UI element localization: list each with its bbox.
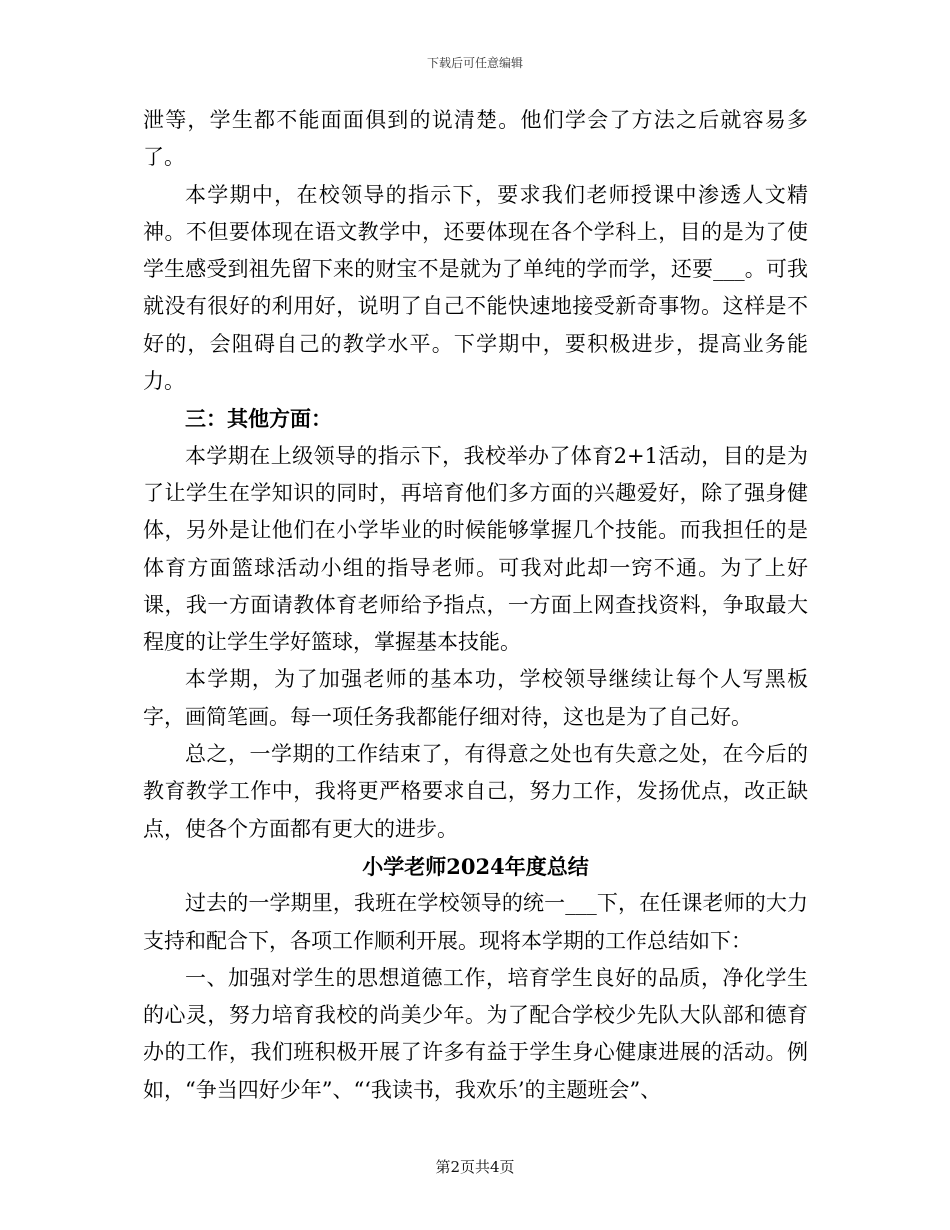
document-body xyxy=(143,102,808,1109)
document-title: 小学老师2024年度总结 xyxy=(362,853,589,879)
paragraph-moral-education: 一、加强对学生的思想道德工作，培育学生良好的品质，净化学生的心灵，努力培育我校的尚美少年。为了配合学校少先队大队部和德育办的工作，我们班积极开展了许多有益于学生身心健康进展的活动。例如，“争当四好少年”、“‘我读书，我欢乐’的主题班会”、 xyxy=(143,965,808,1102)
page-number: 第2页共4页 xyxy=(435,1158,515,1176)
paragraph-intro: 过去的一学期里，我班在学校领导的统一___下，在任课老师的大力支持和配合下，各项工作顺利开展。现将本学期的工作总结如下： xyxy=(143,891,808,953)
paragraph-sports-activity: 本学期在上级领导的指示下，我校举办了体育2+1活动，目的是为了让学生在学知识的同时，再培育他们多方面的兴趣爱好，除了强身健体，另外是让他们在小学毕业的时候能够掌握几个技能。而我担任的是体育方面篮球活动小组的指导老师。可我对此却一窍不通。为了上好课，我一方面请教体育老师给予指点，一方面上网查找资料，争取最大程度的让学生学好篮球，掌握基本技能。 xyxy=(143,443,808,655)
paragraph-conclusion: 总之，一学期的工作结束了，有得意之处也有失意之处，在今后的教育教学工作中，我将更严格要求自己，努力工作，发扬优点，改正缺点，使各个方面都有更大的进步。 xyxy=(143,742,808,841)
section-heading-other: 三：其他方面： xyxy=(185,406,332,432)
paragraph-continuation: 泄等，学生都不能面面俱到的说清楚。他们学会了方法之后就容易多了。 xyxy=(143,108,808,170)
page-header: 下载后可任意编辑 xyxy=(426,56,523,70)
paragraph-humanities: 本学期中，在校领导的指示下，要求我们老师授课中渗透人文精神。不但要体现在语文教学中，还要体现在各个学科上，目的是为了使学生感受到祖先留下来的财宝不是就为了单纯的学而学，还要___。可我就没有很好的利用好，说明了自己不能快速地接受新奇事物。这样是不好的，会阻碍自己的教学水平。下学期中，要积极进步，提高业务能力。 xyxy=(143,182,808,394)
paragraph-basic-skills: 本学期，为了加强老师的基本功，学校领导继续让每个人写黑板字，画简笔画。每一项任务我都能仔细对待，这也是为了自己好。 xyxy=(143,667,808,729)
